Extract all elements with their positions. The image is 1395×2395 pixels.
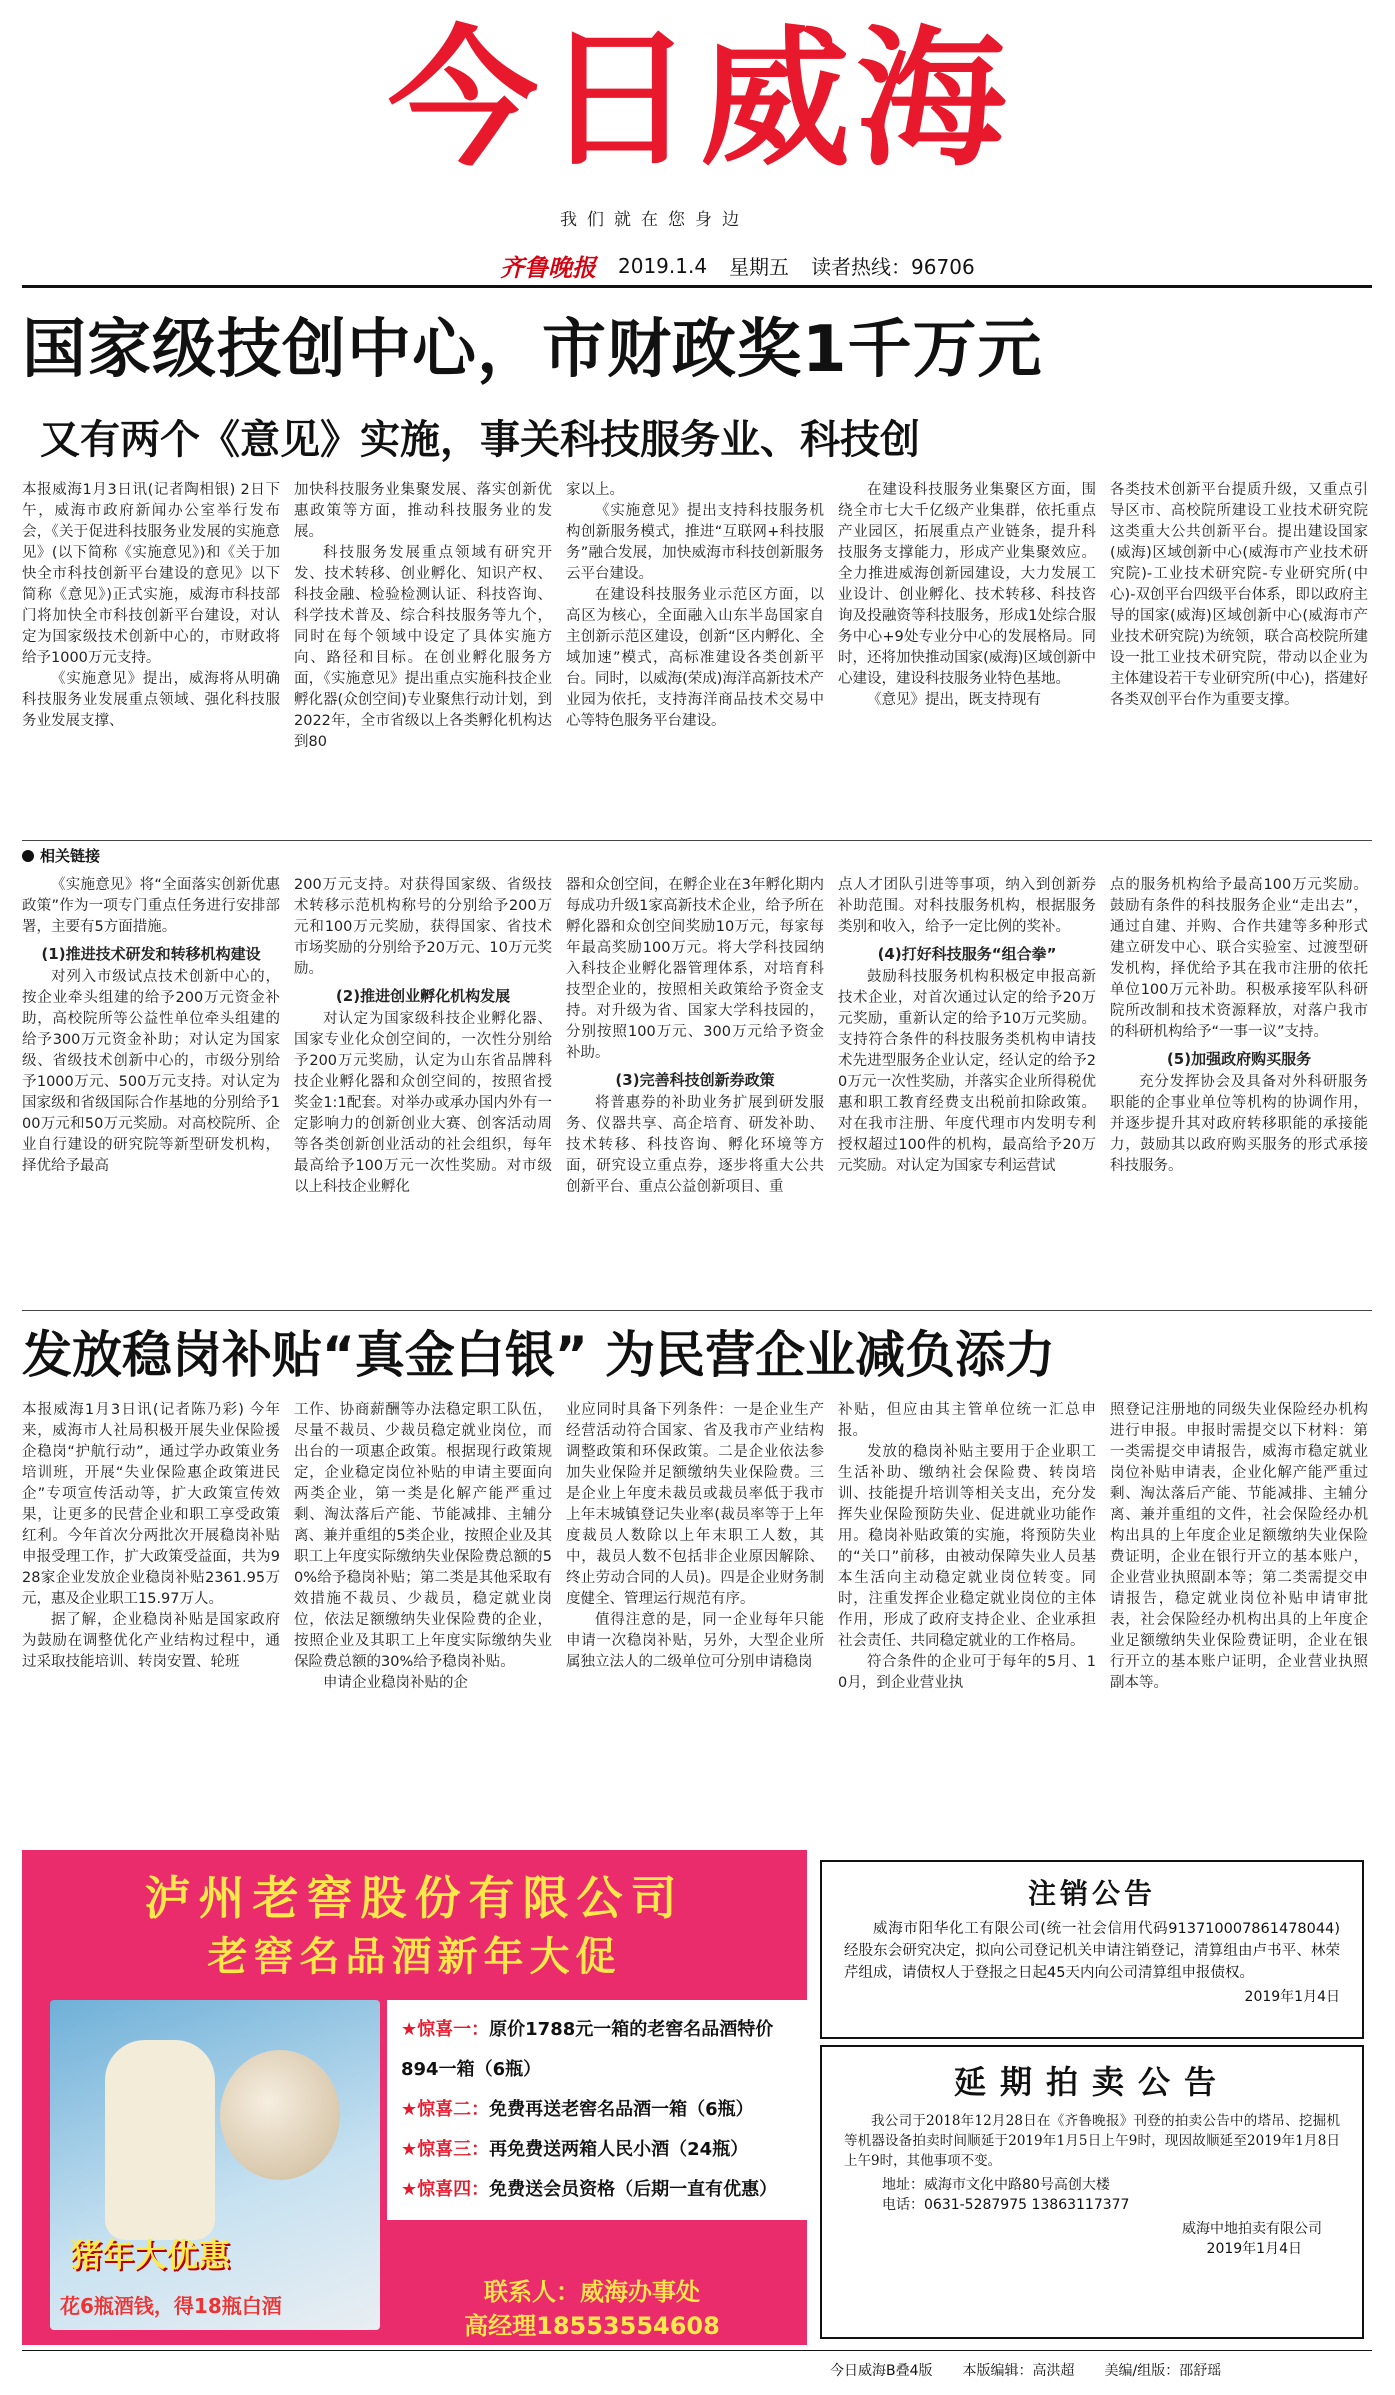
reader-hotline: 读者热线：96706 [811,255,975,279]
article1-col-1 [22,480,280,835]
notice-signer: 威海中地拍卖有限公司 [1182,2221,1322,2237]
paragraph: 各类技术创新平台提质升级，又重点引导区市、高校院所建设工业技术研究院这类重大公共创新平台。提出建设国家(威海)区域创新中心(威海市产业技术研究院)-工业技术研究院-专业研究所(中心)-双创平台四级平台体系，即以政府主导的国家(威海)区域创新中心(威海市产业技术研究院)为统领，联合高校院所建设一批工业技术研究院，带动以企业为主体建设若干专业研究所(中心)，搭建好各类双创平台作为重要支撑。 [1110,482,1368,708]
notice-body: 我公司于2018年12月28日在《齐鲁晚报》刊登的拍卖公告中的塔吊、挖掘机等机器设备拍卖时间顺延于2019年1月5日上午9时，现因故顺延至2019年1月8日上午9时，其他事项不变。 [844,2113,1340,2169]
related-col-5 [1110,875,1368,1300]
article2-col-3 [566,1400,824,1840]
related-col-4 [838,875,1096,1300]
paragraph: 在建设科技服务业集聚区方面，围绕全市七大千亿级产业集群，依托重点产业园区，拓展重点产业链条，提升科技服务支撑能力，形成产业集聚效应。全力推进威海创新园建设，大力发展工业设计、创业孵化、技术转移、科技咨询及投融资等科技服务，形成1处综合服务中心+9处专业分中心的发展格局。同时，还将加快推动国家(威海)区域创新中心建设，建设科技服务业特色基地。 [838,482,1096,687]
subhead: (5)加强政府购买服务 [1166,1050,1312,1068]
ad-offer [401,2170,801,2210]
offer-text: 免费送会员资格（后期一直有优惠） [489,2179,778,2200]
notice-phone: 电话：0631-5287975 13863117377 [882,2197,1130,2213]
liquor-bottle-icon [105,2040,215,2240]
notice-date: 2019年1月4日 [1206,2241,1302,2257]
cancellation-notice [820,1860,1364,2039]
liquor-advertisement [22,1850,807,2345]
related-col-1 [22,875,280,1300]
article1-col-4 [838,480,1096,835]
page-footer [830,2360,1370,2380]
paragraph: 补贴，但应由其主管单位统一汇总申报。 [838,1402,1096,1439]
paragraph: 本报威海1月3日讯(记者陈乃彩) 今年来，威海市人社局积极开展失业保险援企稳岗“护航行动”，通过学办政策业务培训班，开展“失业保险惠企政策进民企”专项宣传活动等，扩大政策宣传效果，让更多的民营企业和职工享受政策红利。今年首次分两批次开展稳岗补贴申报受理工作，扩大政策受益面，共为928家企业发放企业稳岗补贴2361.95万元，惠及企业职工15.97万人。 [22,1402,280,1607]
related-col-3 [566,875,824,1300]
footer-divider [22,2350,1372,2351]
article2-headline: 发放稳岗补贴“真金白银” 为民营企业减负添力 [22,1326,1056,1384]
masthead-title: 今日威海 [387,13,1012,187]
paragraph: 器和众创空间，在孵企业在3年孵化期内每成功升级1家高新技术企业，给予所在孵化器和众创空间奖励10万元，每家每年最高奖励100万元。将大学科技园纳入科技企业孵化器管理体系，对培育科技型企业的，按照相关政策给予资金支持。对升级为省、国家大学科技园的，分别按照100万元、300万元给予资金补助。 [566,877,824,1061]
subhead: (4)打好科技服务“组合拳” [877,945,1057,963]
paragraph: 工作、协商薪酬等办法稳定职工队伍，尽量不裁员、少裁员稳定就业岗位，而出台的一项惠企政策。根据现行政策规定，企业稳定岗位补贴的申请主要面向两类企业，第一类是化解产能严重过剩、淘汰落后产能、节能减排、主辅分离、兼并重组的5类企业，按照企业及其职工上年度实际缴纳失业保险费总额的50%给予稳岗补贴；第二类是其他采取有效措施不裁员、少裁员，稳定就业岗位，依法足额缴纳失业保险费的企业，按照企业及其职工上年度实际缴纳失业保险费总额的30%给予稳岗补贴。 [294,1402,552,1670]
paragraph: 值得注意的是，同一企业每年只能申请一次稳岗补贴，另外，大型企业所属独立法人的二级单位可分别申请稳岗 [566,1612,824,1670]
divider [22,1310,1372,1311]
notice-body: 威海市阳华化工有限公司(统一社会信用代码913710007861478044)经股东会研究决定，拟向公司登记机关申请注销登记，清算组由卢书平、林荣芹组成，请债权人于登报之日起45天内向公司清算组申报债权。 [844,1921,1340,1981]
article2-col-4 [838,1400,1096,1840]
related-body [22,875,1372,1300]
divider [22,840,1372,841]
notice-title: 延期拍卖公告 [953,2063,1230,2101]
paragraph: 照登记注册地的同级失业保险经办机构进行申报。申报时需提交以下材料：第一类需提交申请报告，威海市稳定就业岗位补贴申请表，企业化解产能严重过剩、淘汰落后产能、节能减排、主辅分离、兼并重组的文件，社会保险经办机构出具的上年度企业足额缴纳失业保险费证明，企业在银行开立的基本账户，企业营业执照副本等；第二类需提交申请报告，稳定就业岗位补贴申请审批表，社会保险经办机构出具的上年度企业足额缴纳失业保险费证明，企业在银行开立的基本账户证明，企业营业执照副本等。 [1110,1402,1368,1691]
ad-company: 泸州老窖股份有限公司 [144,1871,685,1925]
page-number: 今日威海B叠4版 [830,2363,933,2379]
article1-col-2 [294,480,552,835]
paragraph: 《意见》提出，既支持现有 [867,692,1041,708]
paragraph: 《实施意见》提出，威海将从明确科技服务业发展重点领域、强化科技服务业发展支撑、 [22,671,280,729]
ad-promo: 老窖名品酒新年大促 [207,1934,622,1980]
ad-contact [387,2275,797,2343]
offer-text: 再免费送两箱人民小酒（24瓶） [489,2139,749,2160]
paragraph: 业应同时具备下列条件：一是企业生产经营活动符合国家、省及我市产业结构调整政策和环保政策。二是企业依法参加失业保险并足额缴纳失业保险费。三是企业上年度未裁员或裁员率低于我市上年末城镇登记失业率(裁员率等于上年度裁员人数除以上年末职工人数，其中，裁员人数不包括非企业原因解除、终止劳动合同的人员)。四是企业财务制度健全、管理运行规范有序。 [566,1402,824,1607]
liquor-jar-icon [220,2050,340,2180]
paragraph: 将普惠券的补助业务扩展到研发服务、仪器共享、高企培育、研发补助、技术转移、科技咨询、孵化环境等方面，研究设立重点券，逐步将重大公共创新平台、重点公益创新项目、重 [566,1095,824,1195]
paragraph: 申请企业稳岗补贴的企 [323,1675,468,1691]
article2-col-1 [22,1400,280,1840]
paragraph: 在建设科技服务业示范区方面，以高区为核心，全面融入山东半岛国家自主创新示范区建设，创新“区内孵化、全域加速”模式，高标准建设各类创新平台。同时，以威海(荣成)海洋高新技术产业园为依托，支持海洋商品技术交易中心等特色服务平台建设。 [566,587,824,729]
paragraph: 点人才团队引进等事项，纳入到创新券补助范围。对科技服务机构，根据服务类别和收入，给予一定比例的奖补。 [838,877,1096,935]
ad-offer-list [387,2000,815,2220]
offer-key: ★惊喜一： [401,2019,490,2040]
paragraph: 对认定为国家级科技企业孵化器、国家专业化众创空间的，一次性分别给予200万元奖励，认定为山东省品牌科技企业孵化器和众创空间的，按照省授奖金1:1配套。对举办或承办国内外有一定影响力的创新创业大赛、创客活动周等各类创新创业活动的社会组织，每年最高给予100万元一次性奖励。对市级以上科技企业孵化 [294,1011,552,1195]
article1-col-3 [566,480,824,835]
notice-date: 2019年1月4日 [1244,1989,1340,2005]
paragraph: 对列入市级试点技术创新中心的，按企业牵头组建的给予200万元资金补助，高校院所等公益性单位牵头组建的给予300万元资金补助；对认定为国家级、省级技术创新中心的，市级分别给予1000万元、500万元支持。对认定为国家级和省级国际合作基地的分别给予100万元和50万元奖励。对高校院所、企业自行建设的研究院等新型研发机构，择优给予最高 [22,969,280,1174]
notice-address: 地址：威海市文化中路80号高创大楼 [882,2177,1110,2193]
paragraph: 本报威海1月3日讯(记者陶相银) 2日下午，威海市政府新闻办公室举行发布会，《关于促进科技服务业发展的实施意见》(以下简称《实施意见》)和《关于加快全市科技创新平台建设的意见》以下简称《意见》)正式实施，威海市科技部门将加快全市科技创新平台建设，对认定为国家级技术创新中心的，市财政将给予1000万元支持。 [22,482,280,666]
paragraph: 《实施意见》将“全面落实创新优惠政策”作为一项专门重点任务进行安排部署，主要有5方面措施。 [22,877,280,935]
notice-title: 注销公告 [1027,1877,1156,1910]
paragraph: 发放的稳岗补贴主要用于企业职工生活补助、缴纳社会保险费、转岗培训、技能提升培训等相关支出，充分发挥失业保险预防失业、促进就业功能作用。稳岗补贴政策的实施，将预防失业的“关口”前移，由被动保障失业人员基本生活向主动稳定就业岗位转变。同时，注重发挥企业稳定就业岗位的主体作用，形成了政府支持企业、企业承担社会责任、共同稳定就业的工作格局。 [838,1444,1096,1649]
paragraph: 据了解，企业稳岗补贴是国家政府为鼓励在调整优化产业结构过程中，通过采取技能培训、转岗安置、轮班 [22,1612,280,1670]
paragraph: 200万元支持。对获得国家级、省级技术转移示范机构称号的分别给予200万元和100万元奖励，获得国家、省技术市场奖励的分别给予20万元、10万元奖励。 [294,877,552,977]
paragraph: 加快科技服务业集聚发展、落实创新优惠政策等方面，推动科技服务业的发展。 [294,482,552,540]
bullet-icon [22,850,34,862]
auction-postponement-notice [820,2045,1364,2339]
ad-image-banner: 猪年大优惠 [70,2236,231,2274]
paragraph: 家以上。 [566,482,624,498]
related-links-label [22,845,100,866]
editor-credit: 本版编辑：高洪超 [962,2363,1075,2379]
dateline [500,248,975,283]
offer-text: 原价1788元一箱的老窖名品酒特价894一箱（6瓶） [401,2019,774,2080]
paragraph: 科技服务发展重点领域有研究开发、技术转移、创业孵化、知识产权、科技金融、检验检测认证、科技咨询、科学技术普及、综合科技服务等九个，同时在每个领域中设定了具体实施方向、路径和目标。在创业孵化服务方面，《实施意见》提出重点实施科技企业孵化器(众创空间)专业聚焦行动计划，到2022年，全市省级以上各类孵化机构达到80 [294,545,552,750]
related-label-text: 相关链接 [40,847,101,865]
issue-date: 2019.1.4 [618,253,708,278]
article2-col-2 [294,1400,552,1840]
ad-offer [401,2130,801,2170]
masthead-slogan: 我们就在您身边 [560,210,749,230]
article2-col-5 [1110,1400,1368,1840]
article1-subheadline: 又有两个《意见》实施，事关科技服务业、科技创 [40,417,920,463]
subhead: (2)推进创业孵化机构发展 [335,987,511,1005]
related-col-2 [294,875,552,1300]
header-divider [22,285,1372,288]
paragraph: 充分发挥协会及具备对外科研服务职能的企事业单位等机构的协调作用，并逐步提升其对政府转移职能的承接能力，鼓励其以政府购买服务的形式承接科技服务。 [1110,1074,1368,1174]
article1-body [22,480,1372,835]
ad-image-caption: 花6瓶酒钱，得18瓶白酒 [60,2294,282,2318]
ad-product-image [50,2000,380,2330]
article1-col-5 [1110,480,1368,835]
ad-contact-label: 联系人：威海办事处 [484,2278,700,2306]
paragraph: 《实施意见》提出支持科技服务机构创新服务模式，推进“互联网+科技服务”融合发展，加快威海市科技创新服务云平台建设。 [566,503,824,582]
paragraph: 鼓励科技服务机构积极定申报高新技术企业，对首次通过认定的给予20万元奖励，重新认定的给予10万元奖励。支持符合条件的科技服务类机构申请技术先进型服务企业认定，经认定的给予20万元一次性奖励，并落实企业所得税优惠和职工教育经费支出税前扣除政策。对在我市注册、年度代理市内发明专利授权超过100件的机构，最高给予20万元奖励。对认定为国家专利运营试 [838,969,1096,1174]
subhead: (3)完善科技创新券政策 [615,1071,775,1089]
paper-logo: 齐鲁晚报 [500,253,596,282]
offer-key: ★惊喜四： [401,2179,490,2200]
article1-headline: 国家级技创中心，市财政奖1千万元 [22,313,1043,387]
offer-key: ★惊喜二： [401,2099,490,2120]
designer-credit: 美编/组版：邵舒瑶 [1104,2363,1222,2379]
weekday: 星期五 [729,255,790,279]
article2-body [22,1400,1372,1840]
subhead: (1)推进技术研发和转移机构建设 [41,945,261,963]
ad-contact-phone: 高经理18553554608 [464,2312,720,2340]
ad-offer [401,2010,801,2090]
paragraph: 符合条件的企业可于每年的5月、10月，到企业营业执 [838,1654,1096,1691]
offer-key: ★惊喜三： [401,2139,490,2160]
offer-text: 免费再送老窖名品酒一箱（6瓶） [489,2099,754,2120]
ad-offer [401,2090,801,2130]
paragraph: 点的服务机构给予最高100万元奖励。鼓励有条件的科技服务企业“走出去”，通过自建、并购、合作共建等多种形式建立研发中心、联合实验室、过渡型研发机构，择优给予其在我市注册的依托单位100万元补助。积极承接军队科研院所改制和技术资源释放，对落户我市的科研机构给予“一事一议”支持。 [1110,877,1368,1040]
